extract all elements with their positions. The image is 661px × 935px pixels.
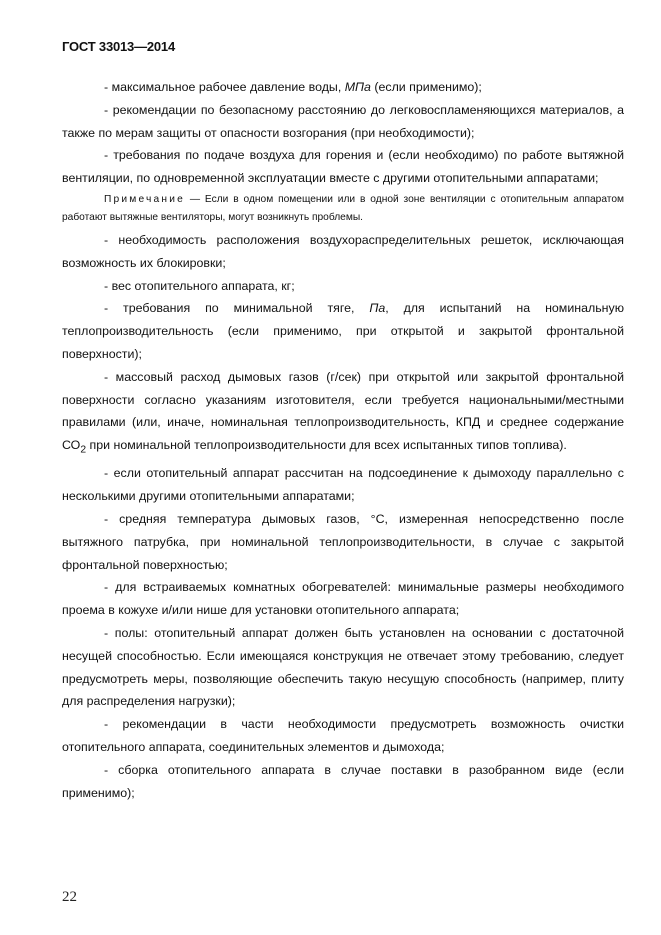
list-item: - вес отопительного аппарата, кг;: [104, 278, 295, 293]
list-item: - рекомендации в части необходимости предусмотреть возможность очистки отопительного аппарата, соединительных элементов и дымохода;: [62, 717, 624, 754]
item-text: при номинальной теплопроизводительности для всех испытанных типов топлива).: [86, 438, 567, 453]
note-label: Примечание: [104, 193, 185, 205]
list-item: - полы: отопительный аппарат должен быть установлен на основании с достаточной несущей способностью. Если имеющаяся конструкция не отвечает этому требованию, следует предусмотреть меры, позволяющие обеспечить такую несущую способность (например, плиту для распределения нагрузки);: [62, 626, 624, 709]
list-item: - средняя температура дымовых газов, °С, измеренная непосредственно после вытяжного патрубка, при номинальной теплопроизводительности, в случае с закрытой фронтальной поверхностью;: [62, 512, 624, 572]
unit-text: Па: [369, 301, 386, 316]
item-text: , для испытаний на номинальную теплопроизводительность (если применимо, при открытой и закрытой фронтальной поверхности);: [62, 301, 624, 361]
list-item: - необходимость расположения воздухораспределительных решеток, исключающая возможность их блокировки;: [62, 232, 624, 270]
item-text: - требования по минимальной тяге,: [104, 301, 370, 316]
document-header: ГОСТ 33013—2014: [62, 39, 175, 54]
page-number: 22: [62, 889, 77, 905]
item-text: - максимальное рабочее давление воды,: [104, 80, 345, 94]
list-item: - для встраиваемых комнатных обогревателей: минимальные размеры необходимого проема в кожухе и/или нише для установки отопительного аппарата;: [62, 580, 624, 618]
note-text: — Если в одном помещении или в одной зоне вентиляции с отопительным аппаратом работают вытяжные вентиляторы, могут возникнуть проблемы.: [62, 193, 624, 223]
item-text: - массовый расход дымовых газов (г/сек) при открытой или закрытой фронтальной поверхности согласно указаниям изготовителя, если требуется национальными/местными правилами (или, иначе, номинальная теплопроизводительность, КПД и среднее содержание СО: [62, 369, 624, 453]
list-item: - если отопительный аппарат рассчитан на подсоединение к дымоходу параллельно с несколькими другими отопительными аппаратами;: [62, 466, 624, 504]
list-item: - требования по подаче воздуха для горения и (если необходимо) по работе вытяжной вентиляции, по одновременной эксплуатации вместе с другими отопительными аппаратами;: [62, 148, 624, 186]
list-item: [62, 366, 624, 463]
list-item: - рекомендации по безопасному расстоянию до легковоспламеняющихся материалов, а также по мерам защиты от опасности возгорания (при необходимости);: [62, 102, 624, 140]
list-item: - сборка отопительного аппарата в случае поставки в разобранном виде (если применимо);: [62, 762, 624, 800]
subscript-text: 2: [80, 444, 87, 456]
note: [62, 191, 624, 227]
document-body: [62, 76, 624, 804]
unit-text: МПа: [344, 80, 371, 94]
list-item: [62, 76, 624, 99]
item-text: (если применимо);: [370, 80, 482, 94]
list-item: [62, 297, 624, 365]
